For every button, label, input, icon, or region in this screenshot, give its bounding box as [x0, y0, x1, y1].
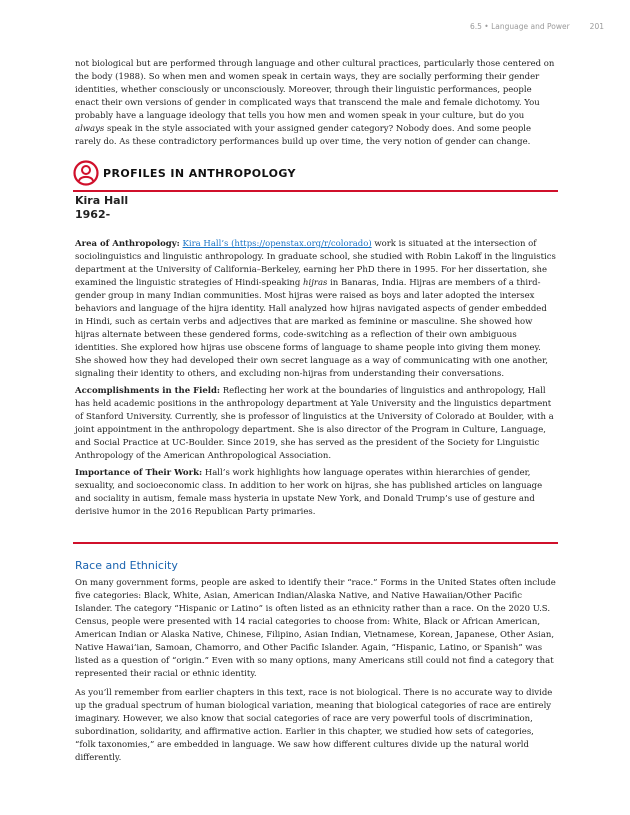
- intro-paragraph: [75, 58, 556, 149]
- person-name: Kira Hall: [75, 194, 129, 207]
- race-section-body: [75, 577, 556, 771]
- accomplishments-label: Accomplishments in the Field:: [75, 386, 221, 396]
- profile-body: [75, 238, 556, 523]
- area-text: work is situated at the intersection of sociolinguistics and linguistic anthropology. In graduate school, she studied with Robin Lakoff in the linguistics department at the University of California–Berkeley, earning her PhD there in 1995. For her dissertation, she examined the linguistic strategies of Hindi-speaking: [75, 239, 556, 288]
- page-number: 201: [589, 22, 604, 31]
- intro-text: not biological but are performed through language and other cultural practices, particularly those centered on the body (1988). So when men and women speak in certain ways, they are socially performing their gender identities, whether consciously or unconsciously. Moreover, through their linguistic performances, people enact their own versions of gender in complicated ways that transcend the male and female dichotomy. You probably have a language ideology that tells you how men and women speak in your culture, but do you: [75, 59, 555, 121]
- intro-text-end: speak in the style associated with your assigned gender category? Nobody does. And some people rarely do. As these contradictory performances build up over time, the very notion of gender can change.: [75, 124, 532, 147]
- importance-paragraph: [75, 467, 556, 519]
- area-text-continued: in Banaras, India. Hijras are members of a third-gender group in many Indian communities. Most hijras were raised as boys and later adopted the intersex behaviors and language of the hijra identity. Hall analyzed how hijras navigated aspects of gender embedded in Hindi, such as certain verbs and adjectives that are marked as feminine or masculine. She showed how hijras alternate between these gendered forms, code-switching as a reflection of their own ambiguous identities. She explored how hijras use obscene forms of language to shame people into giving them money. She showed how they had developed their own secret language as a way of communicating with one another, signaling their identity to others, and excluding non-hijras from understanding their conversations.: [75, 278, 548, 379]
- running-header: [470, 22, 604, 31]
- race-paragraph-2: As you’ll remember from earlier chapters in this text, race is not biological. There is no accurate way to divide up the gradual spectrum of human biological variation, meaning that biological categories of race are entirely imaginary. However, we also know that social categories of race are very powerful tools of discrimination, subordination, solidarity, and affirmative action. Earlier in this chapter, we studied how sets of categories, “folk taxonomies,” are embedded in language. We saw how different cultures divide up the natural world differently.: [75, 688, 553, 763]
- profile-heading: PROFILES IN ANTHROPOLOGY: [103, 167, 296, 180]
- person-icon: [73, 160, 99, 186]
- profile-end-rule: [73, 542, 558, 544]
- profile-feature-header: [73, 160, 558, 192]
- hijras-emphasis: hijras: [303, 278, 328, 288]
- person-years: 1962-: [75, 208, 111, 221]
- area-label: Area of Anthropology:: [75, 239, 180, 249]
- kira-hall-link[interactable]: Kira Hall’s (https://openstax.org/r/colorado): [182, 239, 372, 249]
- importance-label: Importance of Their Work:: [75, 468, 203, 478]
- accomplishments-text: Reflecting her work at the boundaries of linguistics and anthropology, Hall has held academic positions in the anthropology department at Yale University and the linguistics department of Stanford University. Currently, she is professor of linguistics at the University of Colorado at Boulder, with a joint appointment in the anthropology department. She is also director of the Program in Culture, Language, and Social Practice at UC-Boulder. Since 2019, she has served as the president of the Society for Linguistic Anthropology of the American Anthropological Association.: [75, 386, 554, 461]
- profile-person: [75, 194, 128, 222]
- section-heading: Race and Ethnicity: [75, 559, 178, 572]
- intro-emphasis: always: [75, 124, 105, 134]
- section-label: 6.5 • Language and Power: [469, 22, 570, 31]
- accomplishments-paragraph: [75, 385, 556, 463]
- area-paragraph: [75, 238, 556, 381]
- importance-text: Hall’s work highlights how language operates within hierarchies of gender, sexuality, and socioeconomic class. In addition to her work on hijras, she has published articles on language and sociality in autism, female mass hysteria in upstate New York, and Donald Trump’s use of gesture and derisive humor in the 2016 Republican Party primaries.: [75, 468, 543, 517]
- race-paragraph-1: On many government forms, people are asked to identify their “race.” Forms in the United States often include five categories: Black, White, Asian, American Indian/Alaska Native, and Native Hawaiian/Other Pacific Islander. The category “Hispanic or Latino” is often listed as an ethnicity rather than a race. On the 2020 U.S. Census, people were presented with 14 racial categories to choose from: White, Black or African American, American Indian or Alaska Native, Chinese, Filipino, Asian Indian, Vietnamese, Korean, Japanese, Other Asian, Native Hawai‘ian, Samoan, Chamorro, and Other Pacific Islander. Again, “Hispanic, Latino, or Spanish” was listed as a question of “origin.” Even with so many options, many Americans still could not find a category that represented their racial or ethnic identity.: [75, 578, 556, 679]
